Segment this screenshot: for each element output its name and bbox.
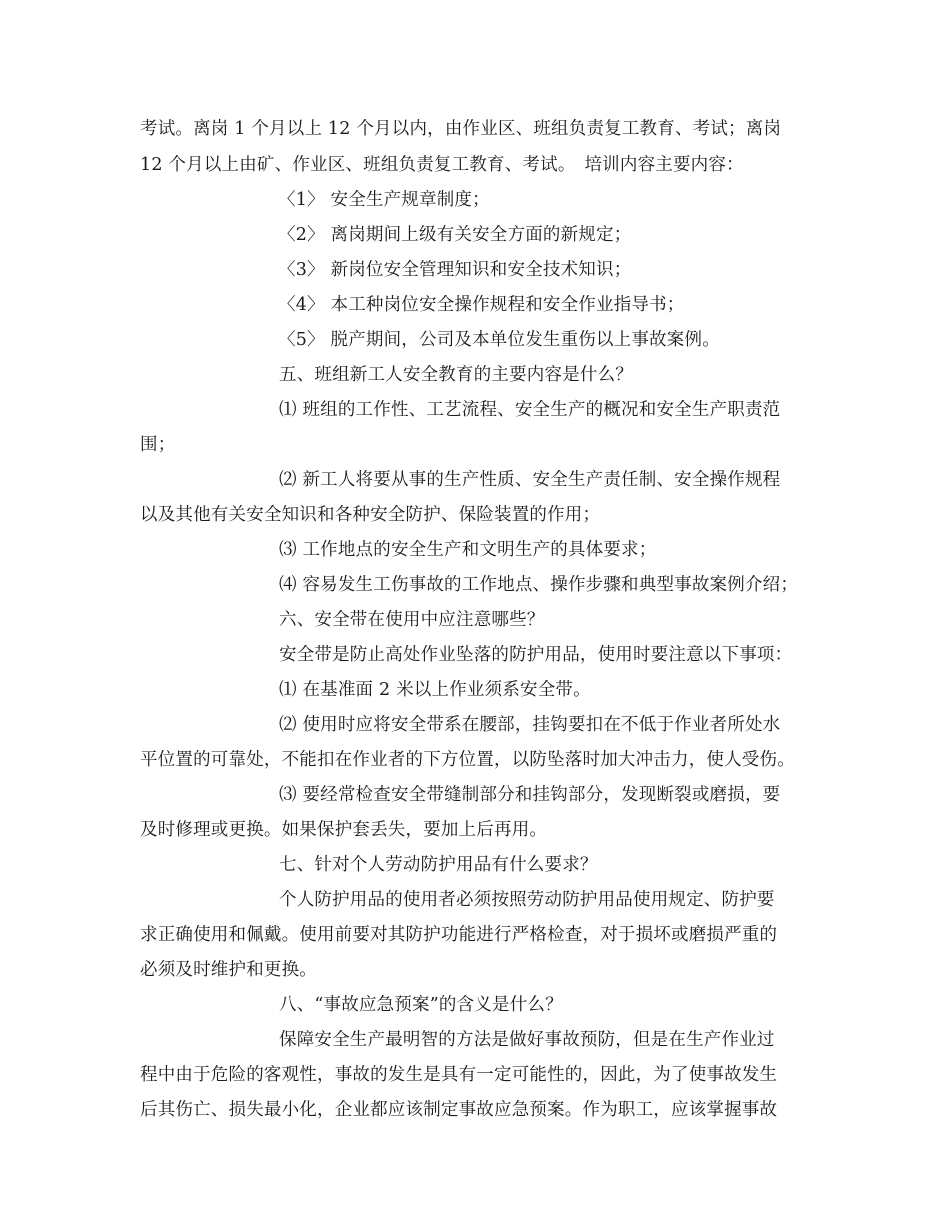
text-line: 平位置的可靠处，不能扣在作业者的下方位置，以防坠落时加大冲击力，使人受伤。 [140,750,795,770]
section-heading: 七、针对个人劳动防护用品有什么要求？ [279,855,598,875]
text-line: ⑴ 班组的工作性、工艺流程、安全生产的概况和安全生产职责范 [279,400,781,420]
text-line: 个人防护用品的使用者必须按照劳动防护用品使用规定、防护要 [279,890,775,910]
text-line: 保障安全生产最明智的方法是做好事故预防，但是在生产作业过 [279,1030,775,1050]
list-item: 〈5〉 脱产期间，公司及本单位发生重伤以上事故案例。 [278,330,720,350]
text-line: 必须及时维护和更换。 [140,960,317,980]
text-line: ⑷ 容易发生工伤事故的工作地点、操作步骤和典型事故案例介绍； [279,575,799,595]
text-line: 求正确使用和佩戴。使用前要对其防护功能进行严格检查，对于损坏或磨损严重的 [140,925,778,945]
text-line: 围； [140,435,176,455]
text-line: 程中由于危险的客观性，事故的发生是具有一定可能性的，因此，为了使事故发生 [140,1065,778,1085]
text-line: ⑵ 使用时应将安全带系在腰部，挂钩要扣在不低于作业者所处水 [279,715,781,735]
text-line: 安全带是防止高处作业坠落的防护用品，使用时要注意以下事项： [279,645,793,665]
text-line: 以及其他有关安全知识和各种安全防护、保险装置的作用； [140,505,601,525]
section-heading: 八、“事故应急预案”的含义是什么？ [279,995,563,1015]
section-heading: 六、安全带在使用中应注意哪些？ [279,610,545,630]
list-item: 〈1〉 安全生产规章制度； [278,190,490,210]
list-item: 〈4〉 本工种岗位安全操作规程和安全作业指导书； [278,295,685,315]
text-line: 考试。离岗 1 个月以上 12 个月以内，由作业区、班组负责复工教育、考试；离岗 [140,119,782,139]
list-item: 〈2〉 离岗期间上级有关安全方面的新规定； [278,225,632,245]
text-line: ⑶ 要经常检查安全带缝制部分和挂钩部分，发现断裂或磨损，要 [279,785,781,805]
list-item: 〈3〉 新岗位安全管理知识和安全技术知识； [278,260,632,280]
text-line: 12 个月以上由矿、作业区、班组负责复工教育、考试。 培训内容主要内容： [140,155,744,175]
text-line: 及时修理或更换。如果保护套丢失，要加上后再用。 [140,820,548,840]
text-line: ⑵ 新工人将要从事的生产性质、安全生产责任制、安全操作规程 [279,470,781,490]
text-line: ⑶ 工作地点的安全生产和文明生产的具体要求； [279,540,657,560]
section-heading: 五、班组新工人安全教育的主要内容是什么？ [279,365,633,385]
text-line: 后其伤亡、损失最小化，企业都应该制定事故应急预案。作为职工，应该掌握事故 [140,1100,778,1120]
text-line: ⑴ 在基准面 2 米以上作业须系安全带。 [279,680,591,700]
